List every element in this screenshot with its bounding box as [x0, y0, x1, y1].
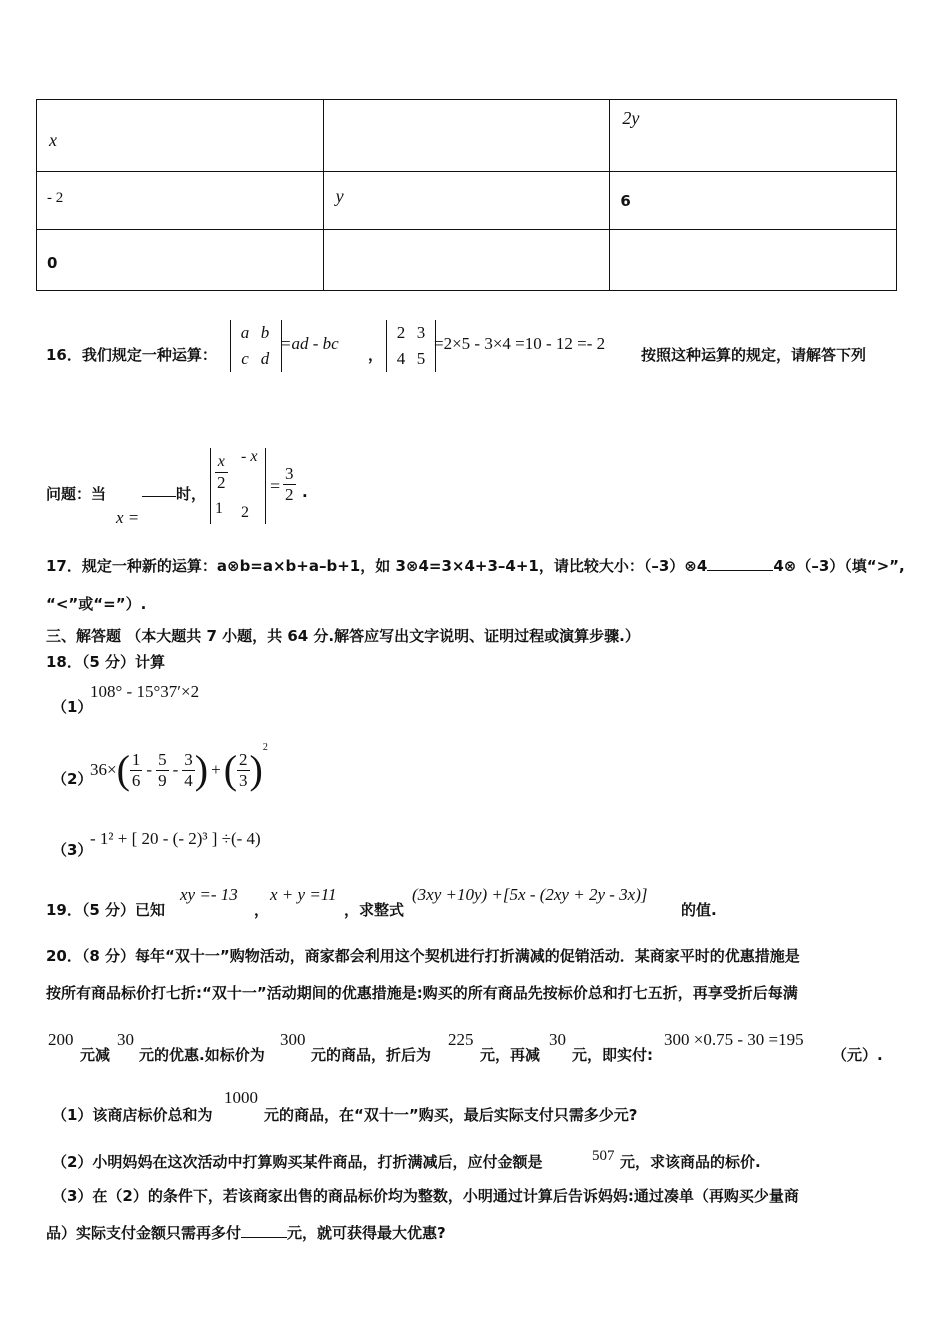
fraction-denominator: 2 [285, 485, 294, 504]
fraction-denominator: 2 [217, 473, 226, 492]
table-cell [37, 172, 324, 230]
cell-text: 2y [622, 108, 640, 128]
answer-blank [241, 1237, 287, 1238]
cell-text: x [49, 130, 57, 150]
section-heading: 三、解答题 （本大题共 7 小题，共 64 分.解答应写出文字说明、证明过程或演算步骤.） [46, 627, 640, 645]
det-entry: c [241, 349, 249, 368]
q16-line2-when: 时， [176, 485, 207, 503]
q19-prefix: 19．（5 分）已知 [46, 901, 166, 919]
det-entry: b [260, 323, 270, 342]
table-cell [323, 100, 610, 172]
q20-text: 元减 [80, 1046, 111, 1064]
q19-comma: ， [254, 901, 270, 919]
left-paren: ( [223, 747, 238, 792]
det-entry: 2 [241, 504, 249, 521]
q20-sub2-b: 元，求该商品的标价. [620, 1153, 761, 1171]
q20-text: （元）. [832, 1046, 883, 1064]
q20-sub2-a: （2）小明妈妈在这次活动中打算购买某件商品，打折满减后，应付金额是 [52, 1153, 543, 1171]
fraction-denominator: 4 [184, 770, 193, 790]
q16-suffix: 按照这种运算的规定，请解答下列 [641, 346, 867, 364]
exponent: 2 [262, 742, 268, 753]
q20-number: 507 [592, 1148, 615, 1164]
q16-example-result: =2×5 - 3×4 =10 - 12 =- 2 [434, 334, 606, 353]
table-cell [323, 230, 610, 291]
q17-text-a: 17．规定一种新的运算：a⊗b=a×b+a–b+1，如 3⊗4=3×4+3–4+1，请比较大小：（–3）⊗4 [46, 557, 708, 575]
q20-number: 1000 [224, 1088, 258, 1107]
det-entry: 4 [396, 349, 406, 368]
q20-sub1-a: （1）该商店标价总和为 [52, 1106, 213, 1124]
q18-title: 18．（5 分）计算 [46, 653, 166, 671]
fraction-numerator: 3 [285, 464, 294, 483]
q16-def-result: =ad - bc [280, 334, 339, 353]
left-paren: ( [116, 747, 130, 792]
cell-text: - 2 [47, 190, 64, 206]
q18-part3-expression: - 1² + [ 20 - (- 2)³ ] ÷(- 4) [90, 829, 261, 848]
q19-mid: ，求整式 [344, 901, 405, 919]
q20-number: 300 [280, 1030, 306, 1049]
answer-blank [142, 482, 176, 497]
cell-text: 6 [620, 192, 631, 210]
q20-text: 元，即实付: [572, 1046, 653, 1064]
q20-sub3-line1: （3）在（2）的条件下，若该商家出售的商品标价均为整数，小明通过计算后告诉妈妈:通过凑单（再购买少量商 [52, 1187, 799, 1205]
q16-determinant-example [386, 320, 436, 372]
fraction-numerator: 5 [158, 749, 167, 769]
fraction [182, 750, 195, 791]
det-entry: d [260, 349, 270, 368]
q16-comma: ， [368, 346, 384, 364]
q16-prefix: 16．我们规定一种运算： [46, 346, 217, 364]
fraction-numerator: 2 [239, 749, 248, 769]
q16-period: . [302, 483, 308, 501]
q17-line1 [46, 555, 905, 576]
minus: - [146, 760, 153, 779]
fraction-numerator: x [215, 452, 228, 473]
table-cell [37, 100, 324, 172]
q20-text: 元的优惠.如标价为 [139, 1046, 265, 1064]
q16-fraction-3-over-2 [283, 464, 296, 505]
q20-text: 元的商品，折后为 [311, 1046, 432, 1064]
q20-line2: 按所有商品标价打七折:“双十一”活动期间的优惠措施是:购买的所有商品先按标价总和打七五折，再享受折后每满 [46, 984, 798, 1002]
q16-determinant-question [210, 448, 266, 524]
fraction-denominator: 6 [131, 770, 141, 790]
q18-part2-expression [90, 742, 268, 798]
det-entry: a [240, 323, 250, 342]
q18-part1-expression: 108° - 15°37′×2 [90, 682, 200, 701]
fraction-numerator: 3 [184, 749, 193, 769]
q16-determinant-def [230, 320, 282, 372]
q16-x-equals: x = [116, 508, 140, 527]
q20-sub3-line2 [46, 1222, 446, 1243]
q20-line1: 20．（8 分）每年“双十一”购物活动，商家都会利用这个契机进行打折满减的促销活动．某商家平时的优惠措施是 [46, 947, 800, 965]
det-entry: 2 [396, 323, 406, 342]
minus: - [172, 760, 179, 779]
det-entry: 3 [416, 323, 426, 342]
table-cell [610, 230, 897, 291]
q17-line2: “<”或“=”）. [46, 595, 147, 613]
q18-part2-coef: 36× [90, 760, 117, 779]
table-cell [37, 230, 324, 291]
fraction-denominator: 9 [158, 770, 167, 790]
q20-number: 200 [48, 1030, 74, 1049]
q18-part1-label: （1） [52, 698, 93, 716]
answer-blank [707, 570, 773, 571]
cell-text: y [335, 186, 344, 206]
q20-calculation: 300 ×0.75 - 30 =195 [664, 1030, 804, 1049]
right-paren: ) [194, 747, 209, 792]
q19-expression: (3xy +10y) +[5x - (2xy + 2y - 3x)] [412, 885, 648, 904]
q19-condition1: xy =- 13 [180, 885, 238, 904]
q20-number: 225 [448, 1030, 474, 1049]
q16-equals: = [270, 476, 281, 496]
q20-number: 30 [549, 1030, 566, 1049]
fraction [130, 750, 143, 791]
q20-sub1-b: 元的商品，在“双十一”购买，最后实际支付只需多少元? [264, 1106, 638, 1124]
q20-number: 30 [117, 1030, 134, 1049]
q20-text: 元，再减 [480, 1046, 541, 1064]
det-entry: 1 [215, 500, 223, 517]
value-table [36, 99, 897, 291]
table-cell [610, 100, 897, 172]
table-cell [610, 172, 897, 230]
q16-line2-prefix: 问题：当 [46, 485, 107, 503]
fraction [237, 750, 250, 791]
q16-fraction-x-over-2 [215, 452, 228, 493]
cell-text: 0 [47, 254, 58, 272]
fraction-numerator: 1 [131, 749, 141, 769]
det-entry: 5 [416, 349, 426, 368]
plus: + [211, 760, 221, 779]
q17-text-b: 4⊗（–3）（填“>”, [773, 557, 905, 575]
table-cell [323, 172, 610, 230]
q20-sub3-a: 品）实际支付金额只需再多付 [46, 1224, 242, 1242]
q18-part2-label: （2） [52, 770, 93, 788]
det-entry: - x [241, 448, 258, 465]
q20-sub3-b: 元，就可获得最大优惠? [287, 1224, 446, 1242]
q19-condition2: x + y =11 [270, 885, 337, 904]
fraction [156, 750, 169, 791]
right-paren: ) [249, 747, 263, 792]
fraction-denominator: 3 [239, 770, 248, 790]
q18-part3-label: （3） [52, 841, 93, 859]
q19-suffix: 的值. [681, 901, 717, 919]
